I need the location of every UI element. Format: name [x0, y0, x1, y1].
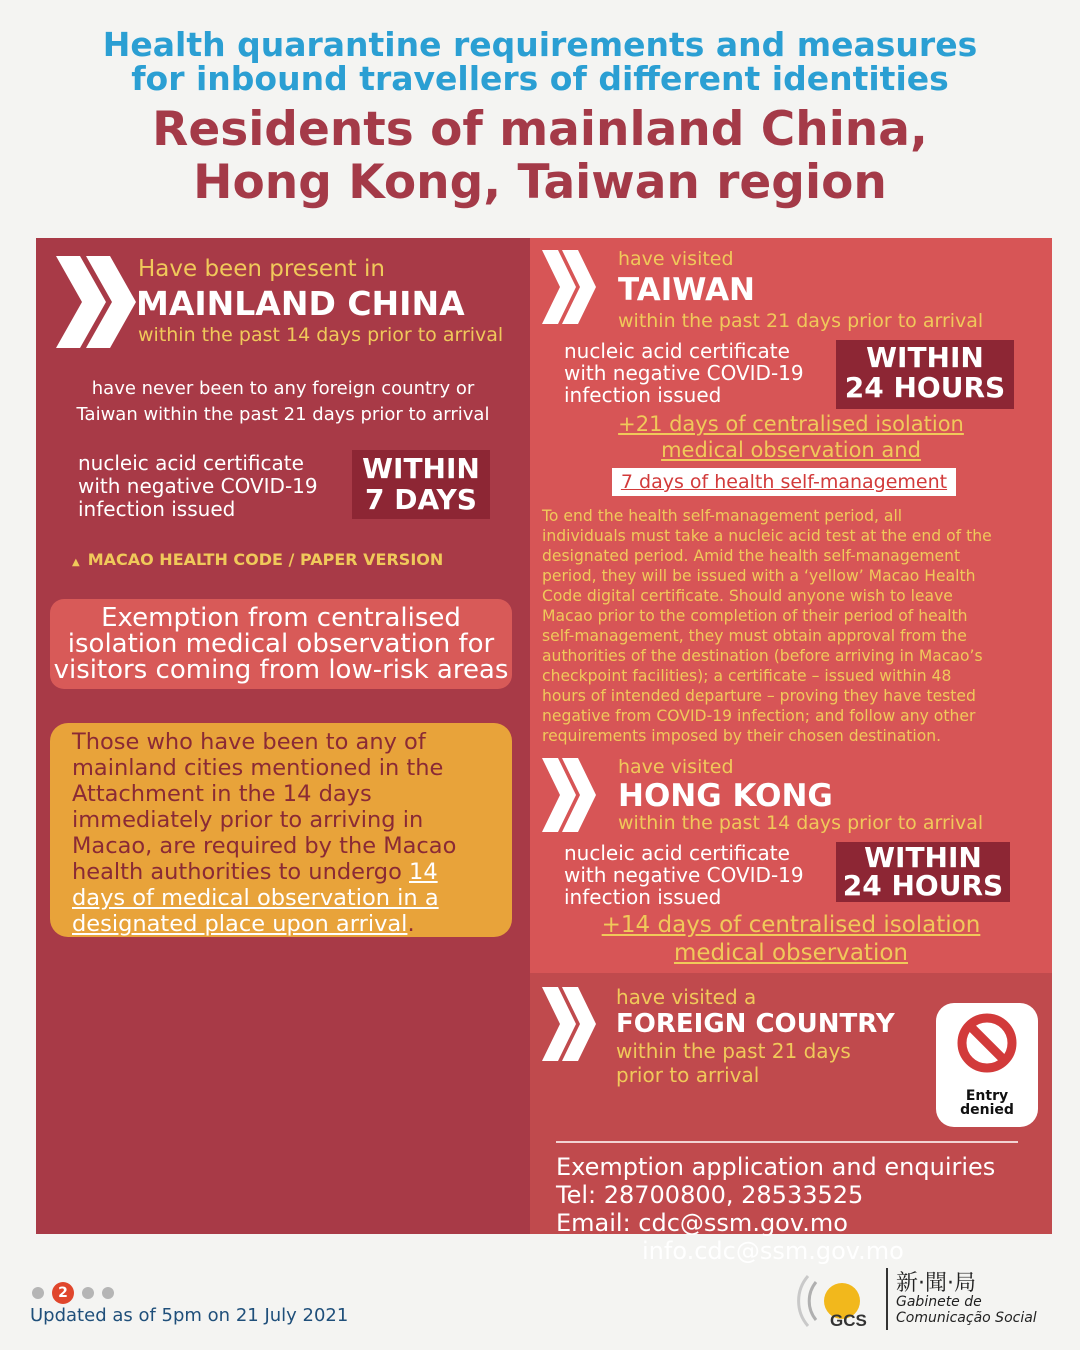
page-dot[interactable]	[32, 1287, 44, 1299]
cert-line: with negative COVID-19	[564, 863, 804, 887]
notice-highlight: designated place upon arrival	[72, 911, 408, 937]
foreign-heading: FOREIGN COUNTRY	[616, 1009, 895, 1039]
within-value: 24 HOURS	[844, 371, 1006, 404]
detail-line: requirements imposed by their chosen destination.	[542, 727, 942, 745]
taiwan-heading: TAIWAN	[618, 272, 756, 308]
cert-line: infection issued	[564, 383, 722, 407]
chevron-right-icon	[56, 256, 138, 348]
page-dot[interactable]	[82, 1287, 94, 1299]
cert-line: with negative COVID-19	[564, 361, 804, 385]
mainland-heading: MAINLAND CHINA	[136, 284, 465, 323]
chevron-right-icon	[542, 250, 598, 324]
within-label: WITHIN	[362, 452, 480, 485]
current-page-dot[interactable]: 2	[52, 1282, 74, 1304]
foreign-country-section	[530, 973, 1052, 1265]
notice-line	[72, 859, 456, 885]
divider	[556, 1141, 1018, 1143]
within-label: WITHIN	[866, 341, 984, 374]
mainland-condition-2: Taiwan within the past 21 days prior to arrival	[76, 404, 490, 425]
main-panel	[36, 238, 1052, 1265]
foreign-period-line: prior to arrival	[616, 1063, 760, 1087]
contact-phone[interactable]: Tel: 28700800, 28533525	[556, 1181, 864, 1209]
hongkong-certificate	[564, 842, 804, 908]
detail-line: Code digital certificate. Should anyone wish to leave	[542, 587, 953, 605]
cert-line: nucleic acid certificate	[78, 451, 304, 475]
foreign-period	[616, 1039, 851, 1087]
exemption-box	[50, 599, 512, 689]
taiwan-hongkong-section	[530, 238, 1052, 973]
mainland-section	[36, 238, 530, 1234]
detail-line: To end the health self-management period, all	[542, 507, 903, 525]
updated-date: Updated as of 5pm on 21 July 2021	[30, 1305, 349, 1326]
within-7-days-badge	[352, 450, 490, 519]
hongkong-period: within the past 14 days prior to arrival	[618, 812, 984, 834]
notice-line	[72, 911, 456, 937]
taiwan-isolation-1: +21 days of centralised isolation	[618, 412, 964, 436]
detail-line: designated period. Amid the health self-management	[542, 547, 961, 565]
subtitle-line-1: Health quarantine requirements and measures	[102, 25, 978, 64]
notice-line: Macao, are required by the Macao	[72, 833, 457, 859]
notice-line: mainland cities mentioned in the	[72, 755, 444, 781]
mainland-period: within the past 14 days prior to arrival	[138, 324, 504, 346]
notice-text: health authorities to undergo	[72, 859, 410, 885]
logo-line: Gabinete de	[896, 1294, 982, 1310]
health-code-text: MACAO HEALTH CODE / PAPER VERSION	[87, 550, 444, 569]
detail-line: Macao prior to the completion of their period of health	[542, 607, 968, 625]
chevron-right-icon	[542, 758, 598, 832]
detail-line: negative from COVID-19 infection; and follow any other	[542, 707, 976, 725]
mainland-condition-1: have never been to any foreign country or	[91, 378, 475, 399]
entry-denied-badge	[936, 1003, 1038, 1127]
cert-line: nucleic acid certificate	[564, 841, 790, 865]
hongkong-isolation-2: medical observation	[673, 940, 908, 966]
cert-line: with negative COVID-19	[78, 474, 318, 498]
page-title-line-1: Residents of mainland China,	[152, 102, 928, 157]
within-24-hours-badge	[836, 340, 1014, 409]
detail-line: hours of intended departure – proving they have tested	[542, 687, 976, 705]
notice-line: Those who have been to any of	[72, 729, 426, 755]
detail-line: checkpoint facilities); a certificate – issued within 48	[542, 667, 952, 685]
notice-highlight: 14	[409, 859, 438, 885]
gcs-logo	[796, 1262, 1066, 1342]
detail-line: self-management, they must obtain approval from the	[542, 627, 967, 645]
contact-email[interactable]: Email: cdc@ssm.gov.mo	[556, 1209, 848, 1237]
exemption-line: Exemption from centralised	[101, 603, 461, 633]
cert-line: nucleic acid certificate	[564, 339, 790, 363]
notice-text: .	[407, 911, 415, 937]
logo-divider	[886, 1268, 888, 1330]
logo-text	[896, 1294, 1037, 1326]
notice-line: Attachment in the 14 days	[72, 781, 372, 807]
page-dot[interactable]	[102, 1287, 114, 1299]
chevron-right-icon	[542, 987, 598, 1061]
taiwan-period: within the past 21 days prior to arrival	[618, 310, 984, 332]
self-management-details	[542, 506, 992, 746]
medical-observation-notice	[50, 723, 512, 937]
notice-line: immediately prior to arriving in	[72, 807, 424, 833]
contact-heading: Exemption application and enquiries	[556, 1153, 996, 1181]
taiwan-certificate	[564, 340, 804, 406]
gcs-logo-icon	[796, 1264, 882, 1338]
hongkong-pre: have visited	[618, 756, 734, 778]
no-entry-icon	[955, 1011, 1019, 1075]
within-value: 24 HOURS	[842, 869, 1004, 902]
contact-email-2[interactable]: info.cdc@ssm.gov.mo	[642, 1237, 904, 1265]
pagination	[32, 1282, 114, 1304]
within-24-hours-badge	[836, 842, 1010, 902]
exemption-line: visitors coming from low-risk areas	[53, 655, 509, 685]
foreign-period-line: within the past 21 days	[616, 1039, 851, 1063]
within-value: 7 DAYS	[365, 483, 477, 516]
self-management-badge: 7 days of health self-management	[612, 468, 956, 496]
taiwan-isolation-2: medical observation and	[661, 438, 921, 462]
entry-denied-label: denied	[960, 1102, 1014, 1118]
mainland-certificate	[78, 452, 318, 521]
gcs-mark: GCS	[830, 1311, 867, 1330]
hongkong-isolation-1: +14 days of centralised isolation	[601, 912, 981, 938]
logo-line: Comunicação Social	[896, 1310, 1037, 1326]
contact-info	[556, 1153, 995, 1265]
within-label: WITHIN	[864, 841, 982, 874]
detail-line: authorities of the destination (before arriving in Macao’s	[542, 647, 983, 665]
detail-line: individuals must take a nucleic acid test at the end of the	[542, 527, 992, 545]
foreign-pre: have visited a	[616, 985, 757, 1009]
detail-line: period, they will be issued with a ‘yellow’ Macao Health	[542, 567, 976, 585]
logo-chinese: 新·聞·局	[896, 1271, 976, 1296]
hongkong-heading: HONG KONG	[618, 778, 833, 814]
taiwan-pre: have visited	[618, 248, 734, 270]
cert-line: infection issued	[78, 497, 236, 521]
health-code-note	[72, 550, 443, 569]
entry-denied-label: Entry	[965, 1088, 1009, 1104]
subtitle-line-2: for inbound travellers of different identities	[131, 59, 949, 98]
notice-highlight: days of medical observation in a	[72, 885, 439, 911]
triangle-icon: ▲	[72, 557, 80, 568]
mainland-pre: Have been present in	[138, 256, 385, 282]
page-title-line-2: Hong Kong, Taiwan region	[193, 155, 887, 210]
cert-line: infection issued	[564, 885, 722, 909]
exemption-line: isolation medical observation for	[67, 629, 495, 659]
